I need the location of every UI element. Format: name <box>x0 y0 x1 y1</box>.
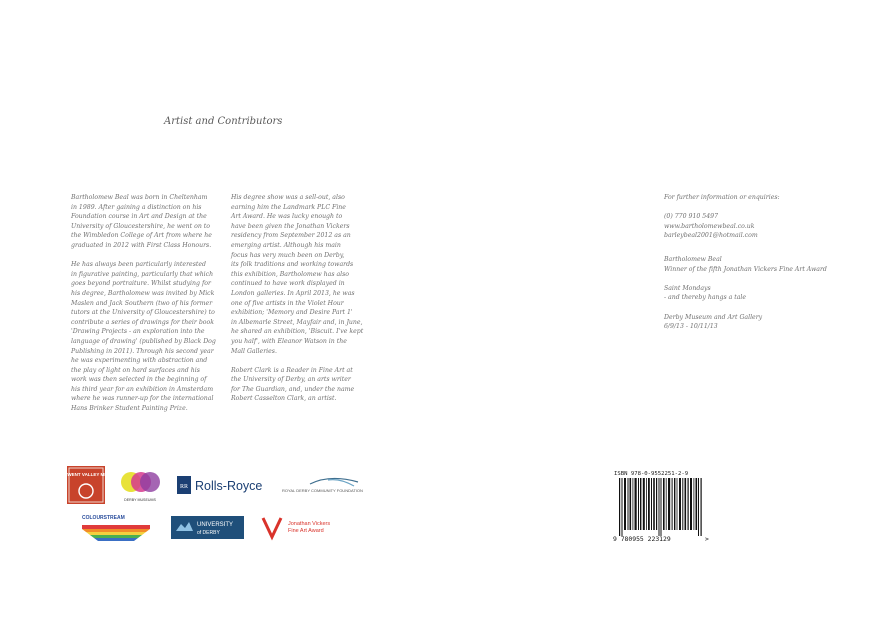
rr-monogram: RR <box>179 484 189 490</box>
rolls-royce-wordmark: Rolls-Royce <box>195 479 263 493</box>
page-title: Artist and Contributors <box>164 116 283 127</box>
colourstream-logo <box>80 513 152 543</box>
isbn-barcode <box>613 470 713 542</box>
jonathan-vickers-logo <box>261 515 339 541</box>
bio-paragraph-3: His degree show was a sell-out, also earning him the Landmark PLC Fine Art Award. He was lucky enough to have been given the Jonathan Vickers residency from September 2012 as an emerging artist. Although his main focus has very much been on Derby, its folk traditions and working towards this exhibition, Bartholomew has also continued to have work displayed in London galleries. In April 2013, he was one of five artists in the Violet Hour exhibition; 'Memory and Desire Part 1' in Albemarle Street, Mayfair and, in June, he shared an exhibition, 'Biscuit. I've kept you half', with Eleanor Watson in the Mall Galleries. <box>231 194 364 355</box>
jv-text-1: Jonathan Vickers <box>288 521 331 527</box>
contact-details: (0) 770 910 5497 www.bartholomewbeal.co.uk barleybeal2001@hotmail.com <box>664 213 758 240</box>
exhibition-venue: Derby Museum and Art Gallery 6/9/13 - 10/11/13 <box>664 313 763 331</box>
contributors-column <box>231 193 379 414</box>
isbn-number: ISBN 978-0-9552251-2-9 <box>614 471 689 477</box>
bio-paragraph-1: Bartholomew Beal was born in Cheltenham in 1989. After gaining a distinction on his Foundation course in Art and Design at the University of Gloucestershire, he went on to the Wimbledon College of Art from where he graduated in 2012 with First Class Honours. <box>71 194 212 249</box>
derby-museums-text: DERBY MUSEUMS <box>124 498 156 502</box>
bio-paragraph-2: He has always been particularly interested in figurative painting, particularly that which goes beyond portraiture. Whilst studying for his degree, Bartholomew was invited by Mick Maslen and Jack Southern (two of his former tutors at the University of Gloucestershire) to contribute a series of drawings for their book 'Drawing Projects - an exploration into the language of drawing' (published by Black Dog Publishing in 2011). Through his second year he was experimenting with abstraction and the play of light on hard surfaces and his work was then selected in the beginning of his third year for an exhibition in Amsterdam where he was runner-up for the international Hans Brinker Student Painting Prize. <box>71 261 216 413</box>
exhibition-title: Saint Mondays - and thereby hangs a tale <box>664 284 747 302</box>
barcode-digits: 9 780955 223129 <box>613 535 671 543</box>
derwent-valley-logo <box>57 466 115 504</box>
university-of-derby-logo <box>171 516 244 539</box>
derby-museums-logo <box>119 467 161 505</box>
uni-derby-text-2: of DERBY <box>197 530 220 536</box>
contributor-paragraph: Robert Clark is a Reader in Fine Art at the University of Derby, an arts writer for The Guardian, and, under the name Robert Casselton Clark, an artist. <box>231 366 355 403</box>
foundation-text: ROYAL DERBY COMMUNITY FOUNDATION <box>282 488 363 493</box>
foundation-logo <box>280 474 363 496</box>
colourstream-text: COLOURSTREAM <box>82 515 125 521</box>
derwent-logo-text: DERWENT VALLEY MILLS <box>57 472 115 477</box>
jv-text-2: Fine Art Award <box>288 528 324 534</box>
svg-text:>: > <box>705 535 709 543</box>
enquiries-label: For further information or enquiries: <box>664 194 780 201</box>
uni-derby-text-1: UNIVERSITY <box>197 522 234 528</box>
enquiries-column <box>664 193 864 341</box>
artist-bio-column <box>71 193 219 423</box>
rolls-royce-logo <box>177 474 269 496</box>
artist-award: Bartholomew Beal Winner of the fifth Jonathan Vickers Fine Art Award <box>664 255 827 273</box>
